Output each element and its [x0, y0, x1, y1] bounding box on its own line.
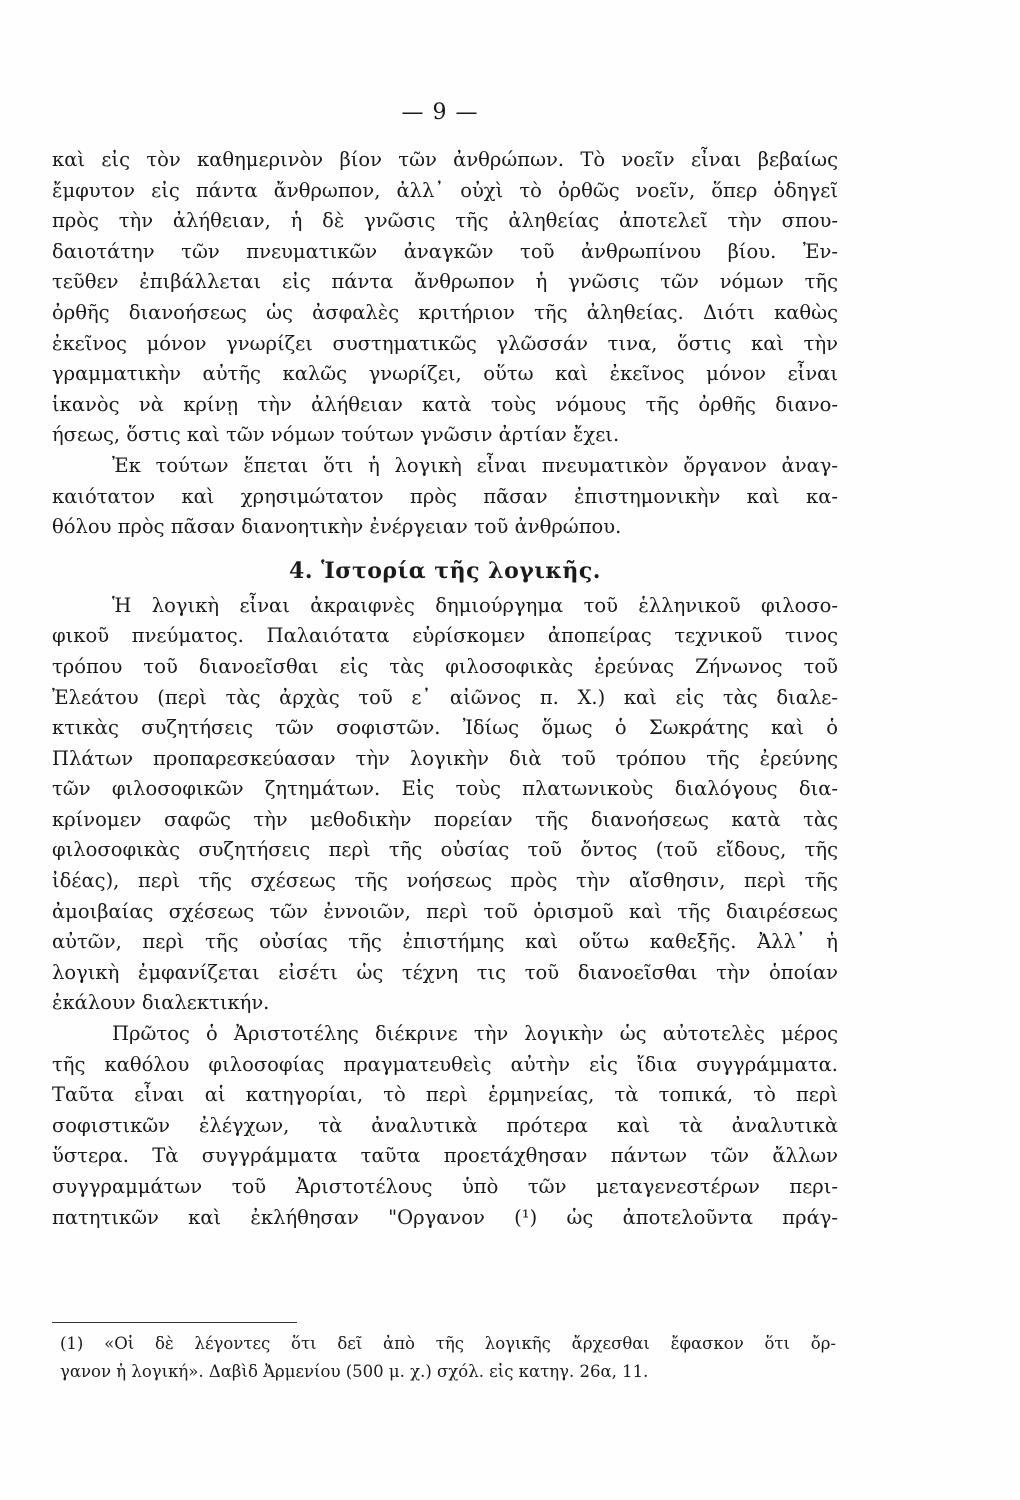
text-line: Ταῦτα εἶναι αἱ κατηγορίαι, τὸ περὶ ἑρμηνείας, τὰ τοπικά, τὸ περὶ: [52, 1083, 838, 1107]
text-line: Ἐλεάτου (περὶ τὰς ἀρχὰς τοῦ ε᾽ αἰῶνος π. Χ.) καὶ εἰς τὰς διαλε-: [52, 685, 838, 709]
paragraph-3: [52, 591, 838, 1019]
text-line: ἰδέας), περὶ τῆς σχέσεως τῆς νοήσεως πρὸς τὴν αἴσθησιν, περὶ τῆς: [52, 869, 838, 893]
text-line: καὶ εἰς τὸν καθημερινὸν βίον τῶν ἀνθρώπων. Τὸ νοεῖν εἶναι βεβαίως: [52, 148, 838, 171]
text-line: κτικὰς συζητήσεις τῶν σοφιστῶν. Ἰδίως ὅμως ὁ Σωκράτης καὶ ὁ: [52, 716, 838, 740]
text-line: Ἐκ τούτων ἕπεται ὅτι ἡ λογικὴ εἶναι πνευματικὸν ὄργανον ἀναγ-: [112, 453, 838, 477]
text-line: ἐκάλουν διαλεκτικήν.: [52, 991, 270, 1015]
paragraph-4: [52, 1019, 838, 1233]
text-line: τρόπου τοῦ διανοεῖσθαι εἰς τὰς φιλοσοφικὰς ἐρεύνας Ζήνωνος τοῦ: [52, 654, 838, 678]
text-line: πρὸς τὴν ἀλήθειαν, ἡ δὲ γνῶσις τῆς ἀληθείας ἀποτελεῖ τὴν σπου-: [52, 209, 838, 233]
main-text: [52, 145, 838, 1233]
text-line: τῶν φιλοσοφικῶν ζητημάτων. Εἰς τοὺς πλατωνικοὺς διαλόγους δια-: [52, 777, 838, 801]
text-line: Πλάτων προπαρεσκεύασαν τὴν λογικὴν διὰ τοῦ τρόπου τῆς ἐρεύνης: [52, 746, 838, 770]
text-line: φιλοσοφικὰς συζητήσεις περὶ τῆς οὐσίας τοῦ ὄντος (τοῦ εἴδους, τῆς: [52, 838, 838, 862]
text-line: φικοῦ πνεύματος. Παλαιότατα εὑρίσκομεν ἀποπείρας τεχνικοῦ τινος: [52, 624, 838, 648]
text-line: συγγραμμάτων τοῦ Ἀριστοτέλους ὑπὸ τῶν μεταγενεστέρων περι-: [52, 1175, 838, 1198]
text-line: Πρῶτος ὁ Ἀριστοτέλης διέκρινε τὴν λογικὴν ὡς αὐτοτελὲς μέρος: [112, 1022, 838, 1046]
text-line: ἀμοιβαίας σχέσεως τῶν ἐννοιῶν, περὶ τοῦ ὁρισμοῦ καὶ τῆς διαιρέσεως: [52, 899, 838, 923]
section-heading: 4. Ἱστορία τῆς λογικῆς.: [289, 557, 601, 584]
text-line: δαιοτάτην τῶν πνευματικῶν ἀναγκῶν τοῦ ἀνθρωπίνου βίου. Ἐν-: [52, 239, 838, 263]
text-line: τεῦθεν ἐπιβάλλεται εἰς πάντα ἄνθρωπον ἡ γνῶσις τῶν νόμων τῆς: [52, 270, 838, 294]
text-line: Ἡ λογικὴ εἶναι ἀκραιφνὲς δημιούργημα τοῦ ἑλληνικοῦ φιλοσο-: [112, 593, 838, 617]
text-line: τῆς καθόλου φιλοσοφίας πραγματευθεὶς αὐτὴν εἰς ἴδια συγγράμματα.: [52, 1052, 838, 1076]
text-line: κρίνομεν σαφῶς τὴν μεθοδικὴν πορείαν τῆς διανοήσεως κατὰ τὰς: [52, 807, 838, 831]
text-line: πατητικῶν καὶ ἐκλήθησαν "Οργανον (¹) ὡς ἀποτελοῦντα πράγ-: [52, 1205, 838, 1229]
footnote-divider: [52, 1322, 297, 1323]
footnote-line: γανον ἡ λογική». Δαβὶδ Ἀρμενίου (500 μ. χ.) σχόλ. εἰς κατηγ. 26α, 11.: [60, 1362, 649, 1381]
text-line: σοφιστικῶν ἐλέγχων, τὰ ἀναλυτικὰ πρότερα καὶ τὰ ἀναλυτικὰ: [52, 1113, 838, 1137]
text-line: θόλου πρὸς πᾶσαν διανοητικὴν ἐνέργειαν τοῦ ἀνθρώπου.: [52, 515, 622, 539]
page-number: — 9 —: [401, 100, 479, 125]
text-line: ἱκανὸς νὰ κρίνῃ τὴν ἀλήθειαν κατὰ τοὺς νόμους τῆς ὀρθῆς διανο-: [52, 392, 838, 416]
paragraph-1: [52, 145, 838, 451]
text-line: ὀρθῆς διανοήσεως ὡς ἀσφαλὲς κριτήριον τῆς ἀληθείας. Διότι καθὼς: [52, 300, 838, 324]
paragraph-2: [52, 451, 838, 543]
text-line: αὐτῶν, περὶ τῆς οὐσίας τῆς ἐπιστήμης καὶ οὕτω καθεξῆς. Ἀλλ᾽ ἡ: [52, 930, 838, 954]
footnote: [60, 1330, 836, 1386]
text-line: λογικὴ ἐμφανίζεται εἰσέτι ὡς τέχνη τις τοῦ διανοεῖσθαι τὴν ὁποίαν: [52, 960, 838, 984]
text-line: γραμματικὴν αὐτῆς καλῶς γνωρίζει, οὕτω καὶ ἐκεῖνος μόνον εἶναι: [52, 362, 838, 386]
text-line: ήσεως, ὅστις καὶ τῶν νόμων τούτων γνῶσιν ἀρτίαν ἔχει.: [52, 423, 620, 447]
footnote-line: (1) «Οἱ δὲ λέγοντες ὅτι δεῖ ἀπὸ τῆς λογικῆς ἄρχεσθαι ἔφασκον ὅτι ὄρ-: [60, 1334, 836, 1353]
text-line: ἔμφυτον εἰς πάντα ἄνθρωπον, ἀλλ᾽ οὐχὶ τὸ ὀρθῶς νοεῖν, ὅπερ ὁδηγεῖ: [52, 178, 838, 202]
text-line: ὕστερα. Τὰ συγγράμματα ταῦτα προετάχθησαν πάντων τῶν ἄλλων: [52, 1144, 838, 1168]
text-line: ἐκεῖνος μόνον γνωρίζει συστηματικῶς γλῶσσάν τινα, ὅστις καὶ τὴν: [52, 331, 838, 355]
text-line: καιότατον καὶ χρησιμώτατον πρὸς πᾶσαν ἐπιστημονικὴν καὶ κα-: [52, 484, 838, 508]
